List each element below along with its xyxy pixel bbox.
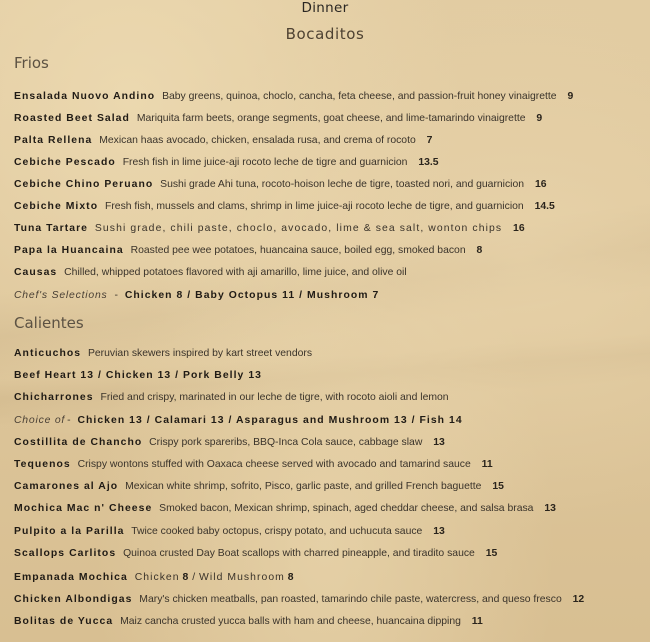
- chefs-selections: [14, 289, 379, 303]
- menu-item: [14, 615, 483, 629]
- menu-title: Dinner: [301, 0, 349, 16]
- item-name: Camarones al Ajo: [14, 481, 119, 492]
- item-desc: Smoked bacon, Mexican shrimp, spinach, aged cheddar cheese, and salsa brasa: [159, 503, 534, 514]
- item-price: 15: [485, 548, 498, 559]
- item-name: Causas: [14, 267, 58, 278]
- item-desc: Peruvian skewers inspired by kart street vendors: [87, 348, 313, 359]
- slash: /: [192, 572, 197, 583]
- frios-heading: Frios: [14, 54, 49, 72]
- item-price: 11: [481, 459, 493, 470]
- item-name: Chicken Albondigas: [14, 594, 133, 605]
- item-desc: Quinoa crusted Day Boat scallops with charred pineapple, and tiradito sauce: [123, 548, 475, 559]
- item-price: 13: [433, 437, 445, 448]
- menu-item: [14, 90, 573, 104]
- item-desc: Mary's chicken meatballs, pan roasted, tamarindo chile paste, watercress, and queso fresco: [139, 594, 562, 605]
- menu-item-chicharrones: [14, 391, 449, 405]
- option-2-price: 8: [287, 572, 295, 583]
- item-price: 15: [492, 481, 504, 492]
- option-1-label: Chicken: [134, 572, 180, 583]
- menu-item: [14, 244, 482, 258]
- item-price: 13.5: [418, 157, 439, 168]
- chicharrones-options: [14, 414, 463, 428]
- item-name: Papa la Huancaina: [14, 245, 124, 256]
- item-desc: Sushi grade Ahi tuna, rocoto-hoison leche de tigre, toasted nori, and guarnicion: [160, 179, 525, 190]
- menu-item: [14, 266, 407, 280]
- item-name: Bolitas de Yucca: [14, 616, 114, 627]
- item-price: 9: [536, 113, 543, 124]
- item-desc: Twice cooked baby octopus, crispy potato, and uchucuta sauce: [131, 526, 423, 537]
- item-name: Cebiche Pescado: [14, 157, 116, 168]
- separator: -: [114, 290, 118, 301]
- item-desc: Mexican haas avocado, chicken, ensalada rusa, and crema of rocoto: [99, 135, 416, 146]
- option-1-price: 8: [182, 572, 190, 583]
- item-name: Costillita de Chancho: [14, 437, 143, 448]
- item-price: 14.5: [534, 201, 555, 212]
- item-name: Empanada Mochica: [14, 572, 128, 583]
- item-name: Ensalada Nuovo Andino: [14, 91, 156, 102]
- item-name: Mochica Mac n' Cheese: [14, 503, 153, 514]
- item-desc: Fresh fish, mussels and clams, shrimp in lime juice-aji rocoto leche de tigre, and guarnicion: [104, 201, 524, 212]
- anticuchos-options: [14, 369, 262, 383]
- item-name: Tuna Tartare: [14, 223, 88, 234]
- item-price: 8: [476, 245, 483, 256]
- section-title: Bocaditos: [285, 25, 365, 43]
- option-2-label: Wild Mushroom: [199, 572, 285, 583]
- item-name: Pulpito a la Parilla: [14, 526, 125, 537]
- menu-item: [14, 480, 504, 494]
- options-text: Chicken 13 / Calamari 13 / Asparagus and Mushroom 13 / Fish 14: [77, 415, 463, 426]
- menu-item: [14, 134, 432, 148]
- menu-item: [14, 458, 493, 472]
- item-name: Chicharrones: [14, 392, 94, 403]
- options-text: Beef Heart 13 / Chicken 13 / Pork Belly 13: [14, 370, 262, 381]
- menu-item: [14, 112, 542, 126]
- item-name: Cebiche Mixto: [14, 201, 99, 212]
- item-name: Roasted Beet Salad: [14, 113, 130, 124]
- item-name: Cebiche Chino Peruano: [14, 179, 154, 190]
- menu-item: [14, 156, 439, 170]
- item-price: 16: [513, 223, 525, 234]
- menu-item: [14, 502, 556, 516]
- item-desc: Sushi grade, chili paste, choclo, avocado, lime & sea salt, wonton chips: [94, 223, 503, 234]
- item-price: 13: [433, 526, 445, 537]
- item-name: Palta Rellena: [14, 135, 93, 146]
- menu-item-anticuchos: [14, 347, 312, 361]
- calientes-heading: Calientes: [14, 314, 84, 332]
- menu-item: [14, 200, 555, 214]
- item-desc: Mexican white shrimp, sofrito, Pisco, garlic paste, and grilled French baguette: [125, 481, 482, 492]
- item-name: Anticuchos: [14, 348, 82, 359]
- chefs-selections-label: Chef's Selections: [14, 290, 108, 301]
- item-desc: Fresh fish in lime juice-aji rocoto leche de tigre and guarnicion: [122, 157, 408, 168]
- item-desc: Maiz cancha crusted yucca balls with ham and cheese, huancaina dipping: [120, 616, 461, 627]
- item-desc: Chilled, whipped potatoes flavored with aji amarillo, lime juice, and olive oil: [64, 267, 407, 278]
- menu-item: [14, 178, 547, 192]
- choice-of-label: Choice of: [14, 415, 66, 426]
- item-price: 11: [471, 616, 483, 627]
- item-price: 16: [534, 179, 547, 190]
- item-price: 13: [544, 503, 556, 514]
- item-price: 9: [567, 91, 574, 102]
- menu-item: [14, 593, 584, 607]
- item-price: 7: [426, 135, 433, 146]
- menu-item: [14, 436, 445, 450]
- item-name: Tequenos: [14, 459, 71, 470]
- item-desc: Mariquita farm beets, orange segments, goat cheese, and lime-tamarindo vinaigrette: [136, 113, 526, 124]
- menu-item: [14, 222, 525, 236]
- item-price: 12: [572, 594, 585, 605]
- menu-item-empanada: [14, 571, 295, 585]
- chefs-selections-options: Chicken 8 / Baby Octopus 11 / Mushroom 7: [124, 290, 380, 301]
- item-desc: Roasted pee wee potatoes, huancaina sauce, boiled egg, smoked bacon: [130, 245, 466, 256]
- item-desc: Crispy pork spareribs, BBQ-Inca Cola sauce, cabbage slaw: [149, 437, 423, 448]
- item-desc: Baby greens, quinoa, choclo, cancha, feta cheese, and passion-fruit honey vinaigrette: [162, 91, 557, 102]
- menu-item: [14, 547, 497, 561]
- item-name: Scallops Carlitos: [14, 548, 117, 559]
- item-desc: Fried and crispy, marinated in our leche de tigre, with rocoto aioli and lemon: [100, 392, 449, 403]
- separator: -: [67, 415, 71, 426]
- menu-item: [14, 525, 445, 539]
- item-desc: Crispy wontons stuffed with Oaxaca cheese served with avocado and tamarind sauce: [77, 459, 471, 470]
